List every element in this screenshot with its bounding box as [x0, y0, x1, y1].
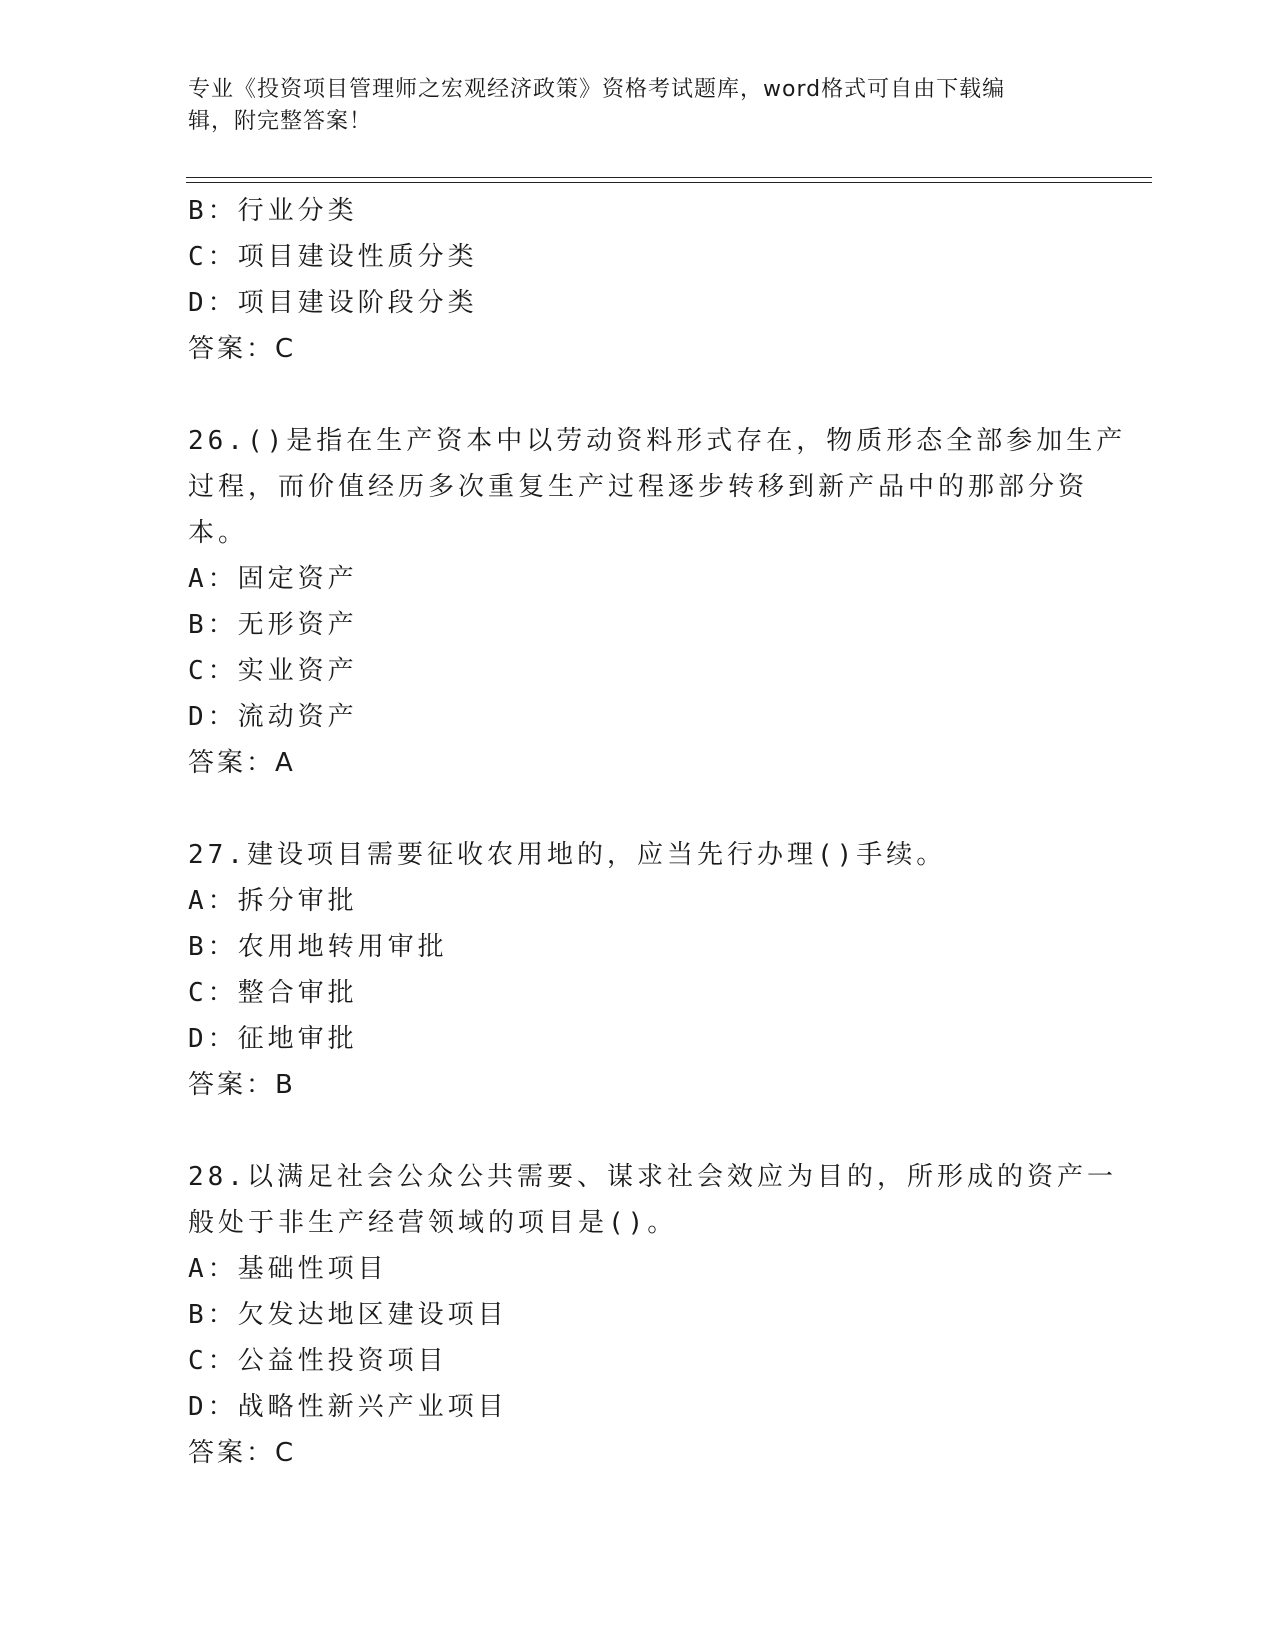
spacer — [188, 1108, 1088, 1154]
question-27 — [188, 832, 1088, 1108]
answer: 答案：A — [188, 748, 296, 778]
option-a: A：拆分审批 — [188, 886, 358, 916]
question-list — [188, 188, 1127, 1476]
question-25-continued — [188, 188, 1088, 372]
question-stem — [188, 832, 1088, 878]
question-28 — [188, 1154, 1117, 1476]
stem-line: 本。 — [188, 518, 249, 548]
option-b: B：行业分类 — [188, 196, 358, 226]
option-c: C：项目建设性质分类 — [188, 242, 478, 272]
option-c: C：整合审批 — [188, 978, 358, 1008]
question-stem — [188, 1154, 1117, 1246]
option-d: D：战略性新兴产业项目 — [188, 1392, 508, 1422]
stem-line: 般处于非生产经营领域的项目是()。 — [188, 1208, 678, 1238]
header-line-1: 专业《投资项目管理师之宏观经济政策》资格考试题库，word格式可自由下载编 — [188, 77, 1006, 102]
answer: 答案：C — [188, 334, 297, 364]
answer: 答案：C — [188, 1438, 297, 1468]
option-a: A：固定资产 — [188, 564, 358, 594]
question-26 — [188, 418, 1127, 786]
option-d: D：流动资产 — [188, 702, 358, 732]
option-b: B：农用地转用审批 — [188, 932, 448, 962]
stem-line: 过程，而价值经历多次重复生产过程逐步转移到新产品中的那部分资 — [188, 472, 1089, 502]
question-stem — [188, 418, 1127, 556]
option-c: C：公益性投资项目 — [188, 1346, 448, 1376]
option-b: B：欠发达地区建设项目 — [188, 1300, 508, 1330]
header-divider-top — [186, 177, 1152, 178]
stem-line: 27.建设项目需要征收农用地的，应当先行办理()手续。 — [188, 840, 947, 870]
stem-line: 26.()是指在生产资本中以劳动资料形式存在，物质形态全部参加生产 — [188, 426, 1127, 456]
option-d: D：项目建设阶段分类 — [188, 288, 478, 318]
option-d: D：征地审批 — [188, 1024, 358, 1054]
option-c: C：实业资产 — [188, 656, 358, 686]
spacer — [188, 372, 1088, 418]
answer: 答案：B — [188, 1070, 296, 1100]
option-b: B：无形资产 — [188, 610, 358, 640]
document-header — [188, 74, 1088, 138]
header-divider-bottom — [186, 182, 1152, 183]
spacer — [188, 786, 1088, 832]
stem-line: 28.以满足社会公众公共需要、谋求社会效应为目的，所形成的资产一 — [188, 1162, 1117, 1192]
header-line-2: 辑，附完整答案！ — [188, 109, 373, 134]
option-a: A：基础性项目 — [188, 1254, 388, 1284]
